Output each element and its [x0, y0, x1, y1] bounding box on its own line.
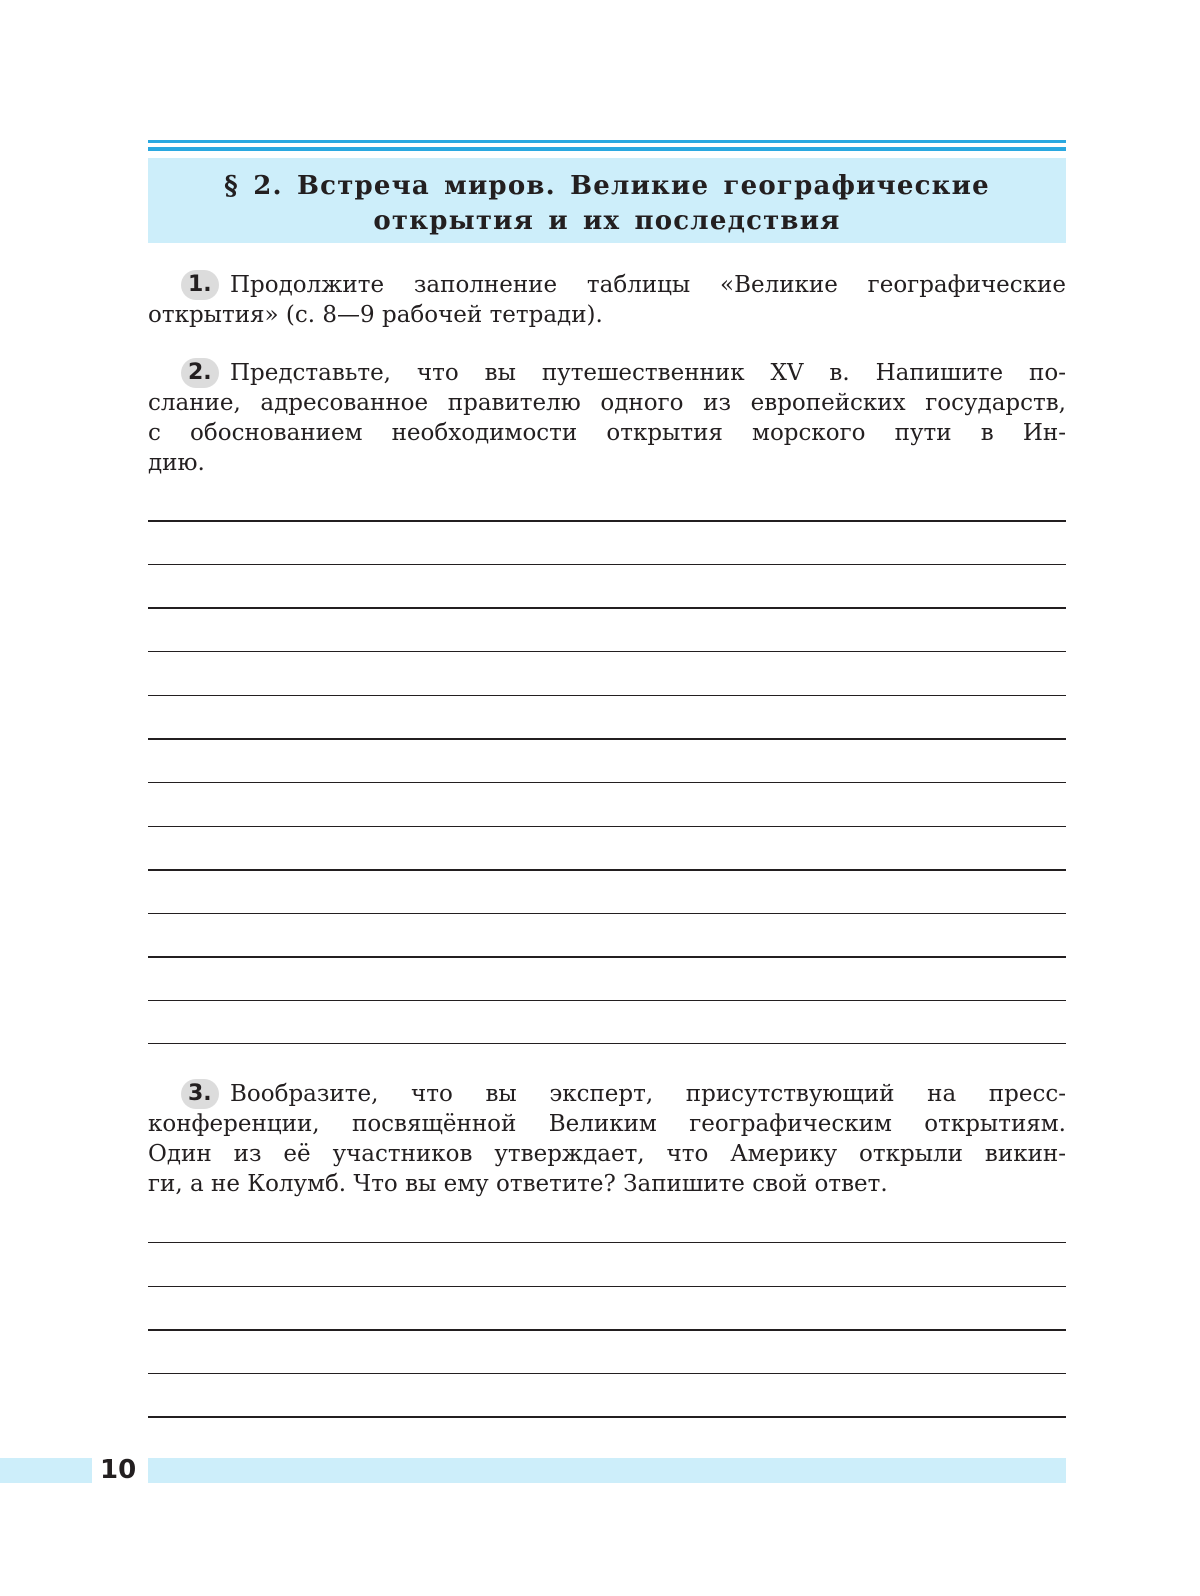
answer-line[interactable] — [148, 826, 1066, 827]
answer-line[interactable] — [148, 1000, 1066, 1001]
task-text-line: Вообразите, что вы эксперт, присутствующий на пресс- — [230, 1081, 1066, 1107]
task-number: 2. — [188, 360, 212, 385]
footer-bar-left — [0, 1458, 92, 1483]
header-rule-thin — [148, 140, 1066, 143]
answer-line[interactable] — [148, 1242, 1066, 1243]
answer-line[interactable] — [148, 1329, 1066, 1331]
task-text-line: дию. — [148, 450, 205, 476]
task-text-line: ги, а не Колумб. Что вы ему ответите? Запишите свой ответ. — [148, 1171, 888, 1197]
task-number: 1. — [188, 272, 212, 297]
task-text-line: слание, адресованное правителю одного из европейских государств, — [148, 390, 1066, 416]
answer-line[interactable] — [148, 1286, 1066, 1287]
answer-line[interactable] — [148, 1373, 1066, 1374]
answer-line[interactable] — [148, 695, 1066, 696]
answer-line[interactable] — [148, 738, 1066, 740]
section-title-line-2: открытия и их последствия — [373, 206, 841, 236]
answer-line[interactable] — [148, 1416, 1066, 1418]
task-3 — [148, 1079, 1066, 1199]
answer-line[interactable] — [148, 869, 1066, 871]
task-text-line: Один из её участников утверждает, что Америку открыли викин- — [148, 1141, 1066, 1167]
task-text-line: открытия» (с. 8—9 рабочей тетради). — [148, 302, 603, 328]
task-number: 3. — [188, 1081, 212, 1106]
answer-line[interactable] — [148, 651, 1066, 652]
answer-line[interactable] — [148, 607, 1066, 609]
task-text-line: конференции, посвящённой Великим географическим открытиям. — [148, 1111, 1066, 1137]
task-2 — [148, 358, 1066, 478]
answer-line[interactable] — [148, 564, 1066, 565]
page-number: 10 — [100, 1455, 137, 1485]
section-title — [148, 158, 1066, 239]
answer-line[interactable] — [148, 1043, 1066, 1044]
task-1 — [148, 270, 1066, 330]
task-text-line: Представьте, что вы путешественник XV в. Напишите по- — [230, 360, 1066, 386]
answer-line[interactable] — [148, 956, 1066, 958]
footer-bar-right — [148, 1458, 1066, 1483]
answer-line[interactable] — [148, 782, 1066, 783]
header-rule-thick — [148, 147, 1066, 151]
section-header — [148, 158, 1066, 243]
task-text-line: Продолжите заполнение таблицы «Великие географические — [230, 272, 1066, 298]
task-text-line: с обоснованием необходимости открытия морского пути в Ин- — [148, 420, 1066, 446]
answer-line[interactable] — [148, 520, 1066, 522]
section-title-line-1: § 2. Встреча миров. Великие географические — [224, 171, 990, 201]
answer-line[interactable] — [148, 913, 1066, 914]
